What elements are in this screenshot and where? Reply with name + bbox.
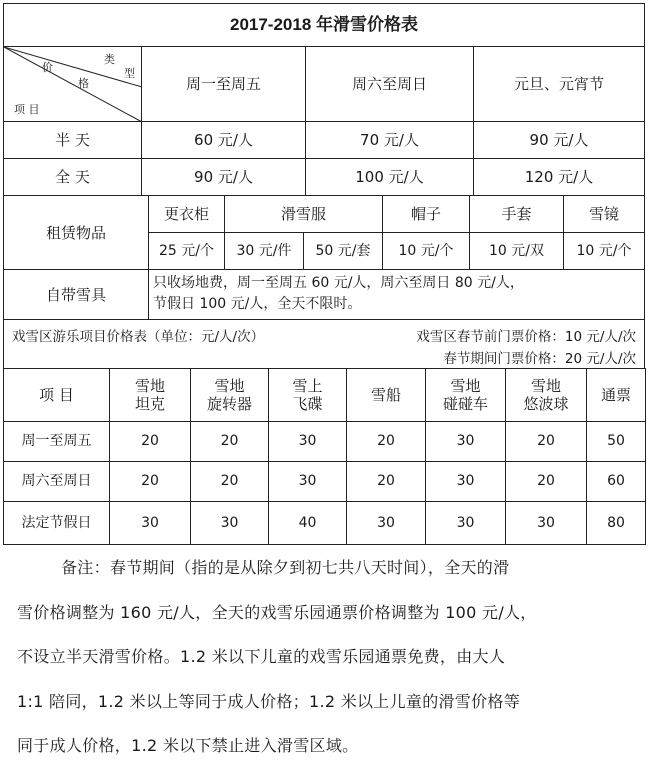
rental-item-goggles: 雪镜 [563,195,645,233]
rental-price-gloves: 10 元/双 [469,232,564,270]
table2-cell: 20 [190,461,269,502]
table2-cell: 30 [190,501,269,545]
table2-header-line2: 飞碟 [292,395,323,413]
table2-row-label-holiday: 法定节假日 [3,501,110,545]
table2-header-wave-ball [505,368,587,422]
corner-header-cell [3,46,142,122]
table2-header-snow-tank [109,368,191,422]
table2-cell: 30 [425,461,506,502]
table2-header-line1: 雪上 [292,377,323,395]
table2-header-line1: 雪地 [450,377,481,395]
half-day-label: 半 天 [3,121,142,159]
table2-cell: 30 [109,501,191,545]
table2-cell: 30 [268,461,347,502]
col-header-weekday: 周一至周五 [141,46,306,122]
table2-cell: 20 [109,461,191,502]
table2-header-line1: 雪地 [530,377,561,395]
table2-header-line1: 项 目 [39,386,74,404]
full-day-weekday: 90 元/人 [141,158,306,196]
table2-cell: 60 [586,461,646,502]
rental-price-hat: 10 元/个 [382,232,470,270]
own-gear-text-1: 只收场地费，周一至周五 60 元/人，周六至周日 80 元/人， [153,275,524,291]
note-line-3: 不设立半天滑雪价格。1.2 米以下儿童的戏雪乐园通票免费，由大人 [17,647,506,666]
full-day-label: 全 天 [3,158,142,196]
rental-item-locker: 更衣柜 [148,195,225,233]
playground-header [3,319,645,369]
col-header-weekend: 周六至周日 [305,46,474,122]
table2-header-line2: 旋转器 [206,395,252,413]
table2-cell: 30 [268,421,347,462]
table2-cell: 30 [425,421,506,462]
rental-item-ski-suit: 滑雪服 [224,195,383,233]
corner-type-2: 型 [124,67,135,80]
table2-cell: 20 [346,461,426,502]
playground-pre-festival-ticket: 戏雪区春节前门票价格：10 元/人/次 [416,329,636,345]
note-line-1: 备注：春节期间（指的是从除夕到初七共八天时间），全天的滑 [61,558,510,577]
rental-label: 租赁物品 [3,195,149,270]
playground-festival-ticket: 春节期间门票价格：20 元/人/次 [443,351,636,367]
table2-cell: 20 [505,461,587,502]
rental-price-suit-piece: 30 元/件 [224,232,304,270]
note-line-2: 雪价格调整为 160 元/人，全天的戏雪乐园通票价格调整为 100 元/人， [17,603,537,622]
col-header-holiday: 元旦、元宵节 [473,46,645,122]
table2-header-line1: 雪地 [214,377,245,395]
corner-price-1: 价 [42,61,53,74]
table2-cell: 50 [586,421,646,462]
half-day-weekday: 60 元/人 [141,121,306,159]
note-line-4: 1:1 陪同，1.2 米以上等同于成人价格；1.2 米以上儿童的滑雪价格等 [17,692,520,711]
table2-header-line2: 碰碰车 [442,395,488,413]
own-gear-label: 自带雪具 [3,269,149,320]
table2-cell: 20 [505,421,587,462]
full-day-weekend: 100 元/人 [305,158,474,196]
table2-header-all-pass [586,368,646,422]
table2-header-bumper-car [425,368,506,422]
table2-header-line2: 悠波球 [523,395,569,413]
table2-cell: 20 [109,421,191,462]
rental-price-goggles: 10 元/个 [563,232,645,270]
table2-cell: 20 [190,421,269,462]
table2-header-line2: 坦克 [134,395,165,413]
rental-price-locker: 25 元/个 [148,232,225,270]
table2-cell: 80 [586,501,646,545]
table2-header-snow-ufo [268,368,347,422]
corner-item: 项 目 [14,103,40,116]
table2-cell: 40 [268,501,347,545]
table2-header-snow-boat [346,368,426,422]
table2-header-item [3,368,110,422]
table2-header-snow-spinner [190,368,269,422]
own-gear-description [148,269,645,320]
table2-row-label-weekday: 周一至周五 [3,421,110,462]
own-gear-text-2: 节假日 100 元/人，全天不限时。 [153,296,362,312]
full-day-holiday: 120 元/人 [473,158,645,196]
table2-cell: 30 [505,501,587,545]
notes-section [3,544,645,773]
table2-cell: 30 [346,501,426,545]
playground-title: 戏雪区游乐项目价格表（单位：元/人/次） [12,329,265,345]
rental-item-gloves: 手套 [469,195,564,233]
corner-type-1: 类 [104,53,115,66]
table2-cell: 30 [425,501,506,545]
half-day-weekend: 70 元/人 [305,121,474,159]
rental-item-hat: 帽子 [382,195,470,233]
table2-header-line1: 通票 [600,386,631,404]
table2-cell: 20 [346,421,426,462]
rental-price-suit-set: 50 元/套 [303,232,383,270]
table2-row-label-weekend: 周六至周日 [3,461,110,502]
table2-header-line1: 雪船 [370,386,401,404]
note-line-5: 同于成人价格，1.2 米以下禁止进入滑雪区域。 [17,736,359,755]
table2-header-line1: 雪地 [134,377,165,395]
page-title: 2017-2018 年滑雪价格表 [3,3,645,47]
corner-price-2: 格 [78,77,89,90]
half-day-holiday: 90 元/人 [473,121,645,159]
